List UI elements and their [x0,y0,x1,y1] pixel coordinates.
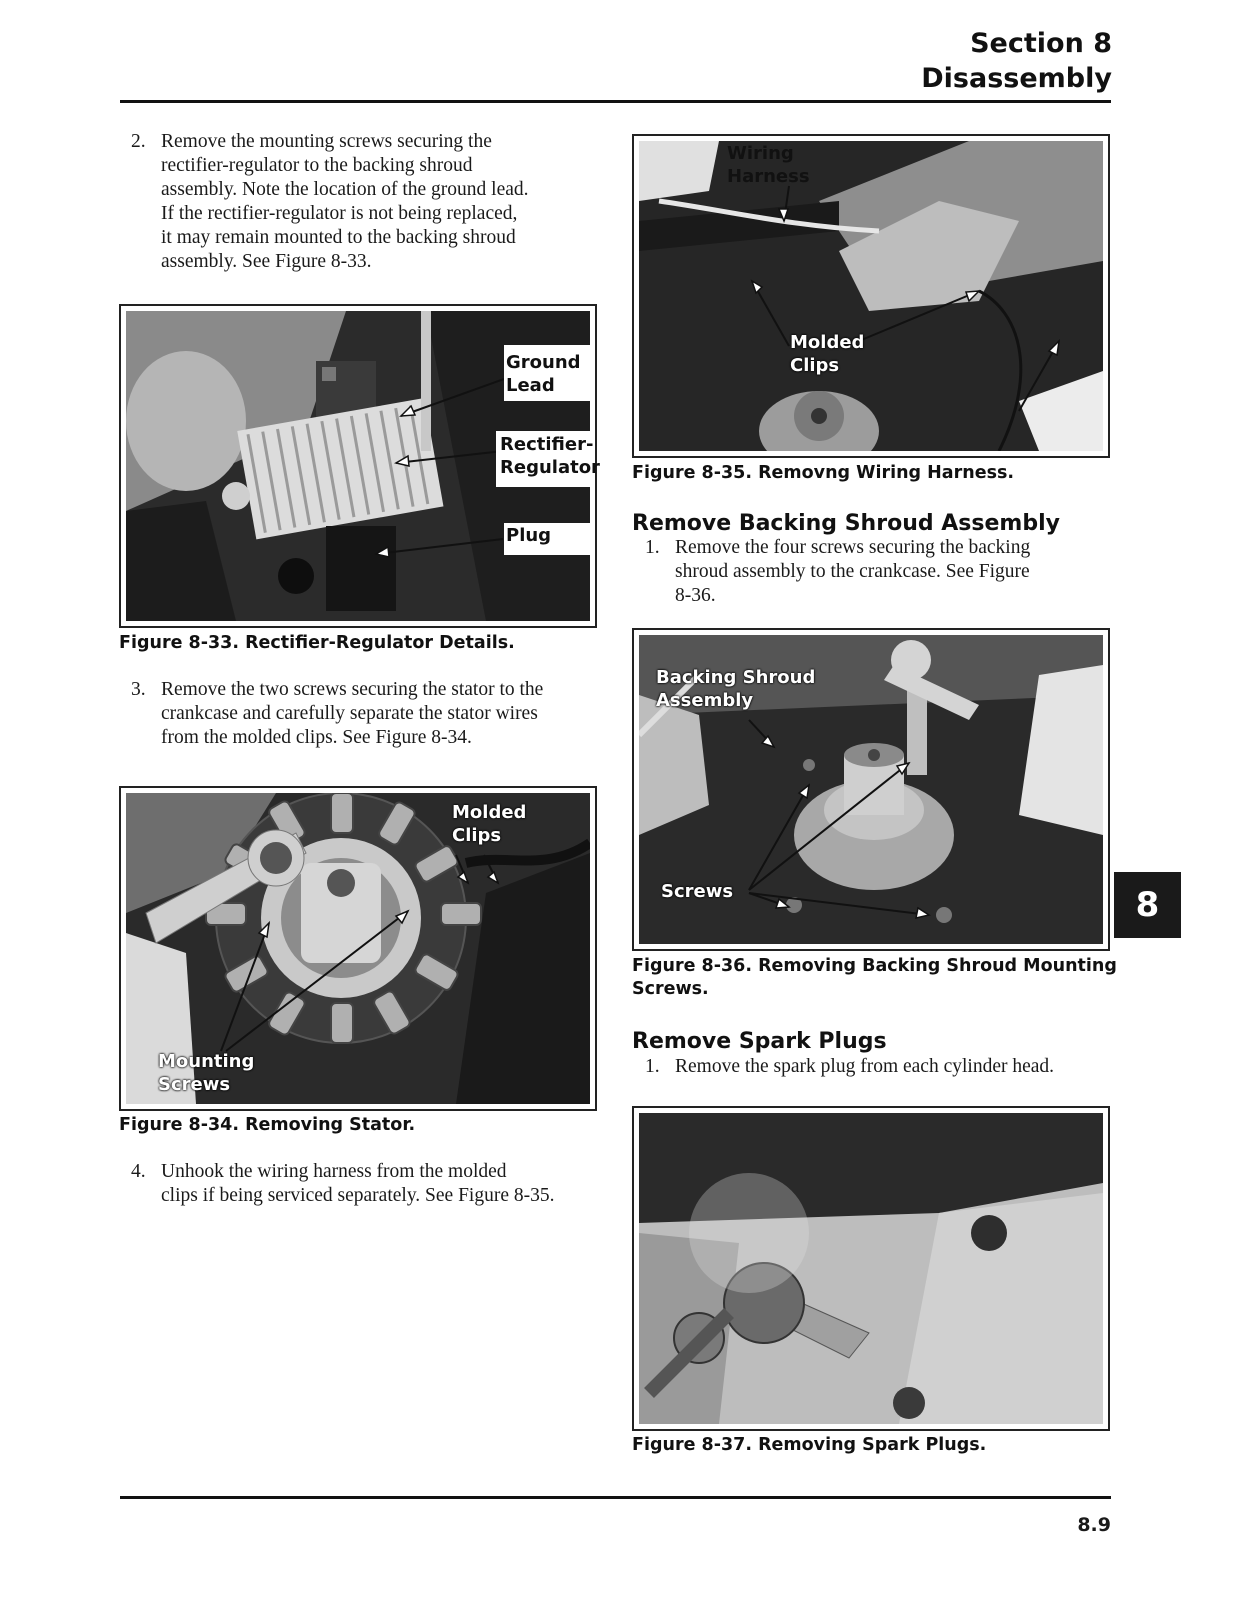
figure-8-33 [119,304,600,628]
wiring-harness-photo [639,141,1103,451]
step-line: If the rectifier-regulator is not being replaced, [161,203,518,224]
step-number: 1. [645,1056,660,1077]
step-line: assembly. See Figure 8-33. [161,251,372,272]
step-line: Remove the mounting screws securing the [161,131,492,152]
heading-remove-backing-shroud: Remove Backing Shroud Assembly [632,511,1060,536]
step-line: it may remain mounted to the backing shroud [161,227,516,248]
backing-shroud-step-1 [645,536,1115,611]
caption-line: Figure 8-36. Removing Backing Shroud Mounting [632,956,1117,976]
figure-8-34 [119,786,597,1111]
step-line: Remove the two screws securing the stator to the [161,679,544,700]
step-text [675,1055,1054,1079]
page-number: 8.9 [1077,1514,1111,1536]
label-molded-clips: Molded Clips [452,802,527,846]
step-number: 4. [131,1161,146,1182]
step-line: clips if being serviced separately. See Figure 8-35. [161,1185,555,1206]
step-number: 3. [131,679,146,700]
step-2 [131,130,601,280]
step-text [161,130,529,274]
caption-figure-8-37: Figure 8-37. Removing Spark Plugs. [632,1435,987,1455]
section-tab: 8 [1114,872,1181,938]
figure-8-37 [632,1106,1110,1431]
step-text [161,678,543,750]
figure-8-36 [632,628,1110,951]
caption-figure-8-35: Figure 8-35. Removng Wiring Harness. [632,463,1015,483]
caption-figure-8-34: Figure 8-34. Removing Stator. [119,1115,416,1135]
step-line: Remove the four screws securing the backing [675,537,1031,558]
label-wiring-harness: Wiring Harness [727,143,810,187]
step-line: Remove the spark plug from each cylinder head. [675,1056,1055,1077]
section-title: Disassembly [921,63,1112,94]
caption-line: Screws. [632,979,709,999]
step-3 [131,678,601,753]
step-line: from the molded clips. See Figure 8-34. [161,727,472,748]
figure-8-35 [632,134,1110,458]
step-line: Unhook the wiring harness from the molded [161,1161,507,1182]
step-line: assembly. Note the location of the ground lead. [161,179,529,200]
step-number: 1. [645,537,660,558]
caption-figure-8-36 [632,955,1117,1001]
header-rule [120,100,1111,103]
caption-figure-8-33: Figure 8-33. Rectifier-Regulator Details. [119,633,515,653]
label-rectifier-regulator: Rectifier- Regulator [500,434,600,478]
step-line: shroud assembly to the crankcase. See Figure [675,561,1030,582]
step-text [161,1160,555,1208]
spark-plug-removal-photo [639,1113,1103,1424]
label-screws: Screws [661,881,734,902]
label-ground-lead: Ground Lead [506,352,581,396]
step-line: rectifier-regulator to the backing shroud [161,155,473,176]
heading-remove-spark-plugs: Remove Spark Plugs [632,1029,887,1054]
label-backing-shroud-assembly: Backing Shroud Assembly [656,667,816,711]
spark-plugs-step-1 [645,1055,1115,1081]
footer-rule [120,1496,1111,1499]
label-molded-clips: Molded Clips [790,332,865,376]
step-text [675,536,1030,608]
step-line: crankcase and carefully separate the stator wires [161,703,538,724]
label-mounting-screws: Mounting Screws [158,1051,255,1095]
step-number: 2. [131,131,146,152]
step-line: 8-36. [675,585,716,606]
label-plug: Plug [506,525,552,546]
step-4 [131,1160,601,1210]
section-number: Section 8 [970,28,1112,59]
